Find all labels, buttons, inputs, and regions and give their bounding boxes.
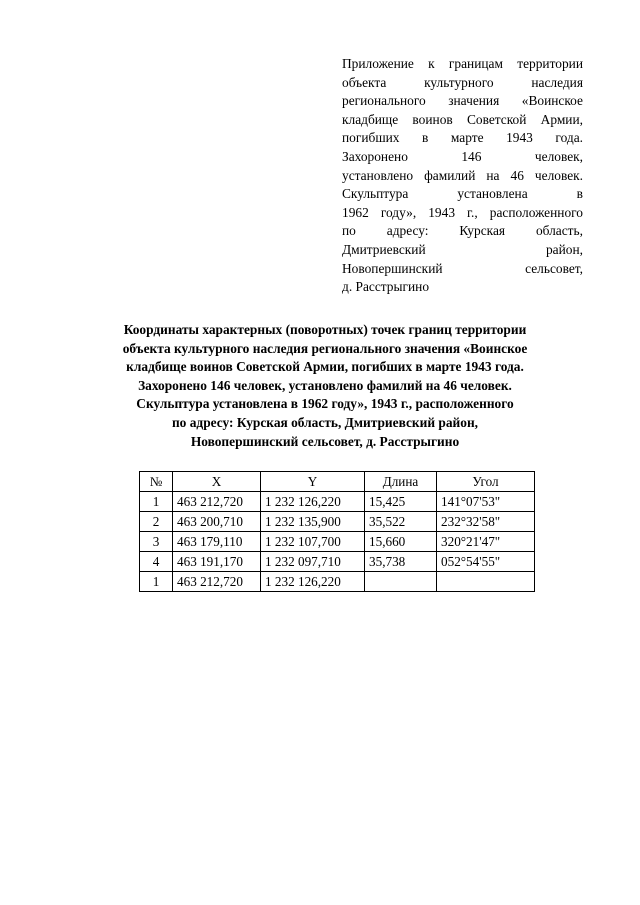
cell-angle: 052°54'55" [437,552,535,572]
cell-length: 15,660 [365,532,437,552]
appendix-line: кладбище воинов Советской Армии, [342,111,583,127]
header-x: X [173,472,261,492]
title-line: Скульптура установлена в 1962 году», 1943 г., расположенного [136,396,514,412]
table-row [140,572,535,592]
cell-number: 1 [140,492,173,512]
cell-number: 2 [140,512,173,532]
appendix-line: д. Расстрыгино [342,279,430,295]
header-angle: Угол [437,472,535,492]
cell-length: 15,425 [365,492,437,512]
header-length: Длина [365,472,437,492]
title-line: Координаты характерных (поворотных) точек границ территории [123,322,527,337]
appendix-line: 1962 году», 1943 г., расположенного [342,204,583,220]
cell-length [365,572,437,592]
cell-number: 4 [140,552,173,572]
cell-y: 1 232 135,900 [261,512,365,532]
title-line: объекта культурного наследия регионального значения «Воинское [122,340,528,356]
cell-x: 463 212,720 [173,492,261,512]
title-line: кладбище воинов Советской Армии, погибших в марте 1943 года. [126,359,524,375]
table-row [140,552,535,572]
appendix-line: регионального значения «Воинское [342,93,583,109]
appendix-line: Захоронено 146 человек, [342,148,583,164]
header-y: Y [261,472,365,492]
cell-angle [437,572,535,592]
cell-y: 1 232 126,220 [261,492,365,512]
document-title [90,321,560,451]
appendix-line: установлено фамилий на 46 человек. [342,167,583,183]
cell-length: 35,738 [365,552,437,572]
cell-y: 1 232 097,710 [261,552,365,572]
title-line: Новопершинский сельсовет, д. Расстрыгино [190,433,460,449]
appendix-line: по адресу: Курская область, [342,223,583,239]
header-number: № [140,472,173,492]
cell-x: 463 179,110 [173,532,261,552]
table-row [140,512,535,532]
table-row [140,532,535,552]
cell-angle: 320°21'47" [437,532,535,552]
appendix-line: Скульптура установлена в [342,186,583,202]
appendix-line: погибших в марте 1943 года. [342,130,583,146]
cell-angle: 232°32'58" [437,512,535,532]
cell-y: 1 232 126,220 [261,572,365,592]
appendix-note [342,55,583,297]
appendix-line: Приложение к границам территории [342,56,583,71]
coordinates-table [139,471,535,592]
title-line: по адресу: Курская область, Дмитриевский район, [171,414,479,430]
cell-x: 463 200,710 [173,512,261,532]
table-row [140,492,535,512]
appendix-line: Дмитриевский район, [342,241,583,257]
appendix-line: Новопершинский сельсовет, [342,260,583,276]
cell-number: 3 [140,532,173,552]
cell-angle: 141°07'53" [437,492,535,512]
table-header-row [140,472,535,492]
cell-y: 1 232 107,700 [261,532,365,552]
cell-number: 1 [140,572,173,592]
appendix-line: объекта культурного наследия [342,74,583,90]
cell-length: 35,522 [365,512,437,532]
title-line: Захоронено 146 человек, установлено фамилий на 46 человек. [138,377,512,393]
cell-x: 463 191,170 [173,552,261,572]
cell-x: 463 212,720 [173,572,261,592]
